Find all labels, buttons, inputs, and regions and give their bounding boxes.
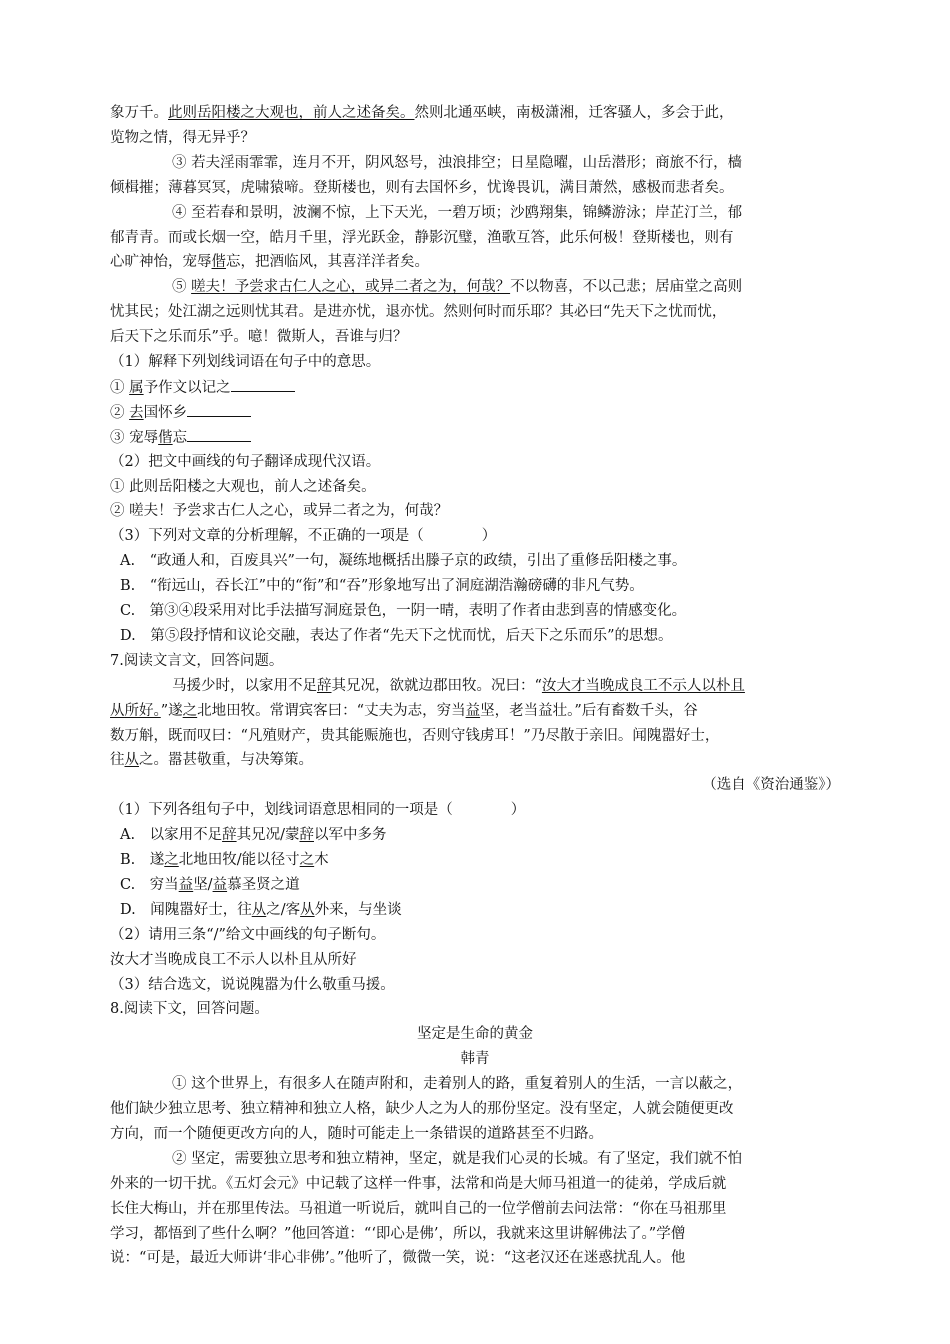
- text-run: （2）请用三条“/”给文中画线的句子断句。: [110, 926, 386, 943]
- text-line: [120, 551, 850, 571]
- text-line: [172, 277, 902, 297]
- text-run: ⑤: [172, 279, 192, 296]
- text-run: 览物之情，得无异乎？: [110, 129, 255, 146]
- text-line: [110, 1124, 840, 1144]
- text-run: 后天下之乐而乐”乎。噫！微斯人，吾谁与归？: [110, 329, 408, 346]
- underlined-text: 去: [129, 404, 144, 421]
- text-line: [110, 775, 840, 795]
- answer-blank: [187, 427, 251, 442]
- text-run: ”遂: [160, 702, 183, 719]
- underlined-text: 嗟夫！予尝求古仁人之心，或异二者之为，何哉？: [191, 279, 511, 296]
- text-line: [110, 526, 840, 546]
- text-run: 忘: [172, 429, 188, 446]
- text-run: 学习，都悟到了些什么啊？”他回答道：“‘即心是佛’，所以，我就来这里讲解佛法了。”学僧: [110, 1225, 686, 1242]
- text-line: [120, 601, 850, 621]
- text-line: [172, 1074, 902, 1094]
- underlined-text: 从: [124, 752, 139, 769]
- text-line: [110, 1099, 840, 1119]
- text-run: 忘，把酒临风，其喜洋洋者矣。: [226, 254, 429, 271]
- text-run: 北地田牧。常谓宾客曰：“丈夫为志，穷当: [197, 702, 466, 719]
- text-run: 数万斛，既而叹曰：“凡殖财产，贵其能赈施也，否则守钱虏耳！”乃尽散于亲旧。闻隗嚣好士，: [110, 727, 720, 744]
- text-line: [110, 800, 840, 820]
- text-line: [172, 676, 902, 696]
- text-line: [110, 228, 840, 248]
- text-line: [110, 501, 840, 521]
- text-run: 然则北通巫峡，南极潇湘，迁客骚人，多会于此，: [414, 105, 734, 121]
- text-run: 长住大梅山，并在那里传法。马祖道一听说后，就叫自己的一位学僧前去问法常：“你在马祖那里: [110, 1200, 727, 1217]
- text-run: B. 遂: [120, 852, 165, 868]
- text-run: 不以物喜，不以己悲；居庙堂之高则: [510, 279, 743, 296]
- text-line: [110, 950, 840, 970]
- text-line: [120, 626, 850, 646]
- text-line: [110, 103, 840, 123]
- text-line: [110, 427, 840, 448]
- text-run: （3）下列对文章的分析理解，不正确的一项是（ ）: [110, 528, 497, 545]
- text-run: 韩青: [460, 1051, 490, 1068]
- text-run: ① 此则岳阳楼之大观也，前人之述备矣。: [110, 478, 376, 495]
- text-run: 汝大才当晚成良工不示人以朴且从所好: [110, 951, 357, 968]
- text-run: 其兄况/蒙: [236, 827, 300, 844]
- text-line: [110, 128, 840, 148]
- text-line: [110, 452, 840, 472]
- underlined-text: 益: [465, 702, 481, 719]
- underlined-text: 辞: [317, 677, 332, 694]
- text-run: ④ 至若春和景明，波澜不惊，上下天光，一碧万顷；沙鸥翔集，锦鳞游泳；岸芷汀兰，郁: [172, 204, 743, 221]
- text-run: 以军中多务: [313, 827, 387, 844]
- text-run: D. 闻隗嚣好士，往: [120, 901, 252, 918]
- text-run: 忧其民；处江湖之远则忧其君。是进亦忧，退亦忧。然则何时而乐耶？其必曰“先天下之忧而忧，: [110, 304, 727, 321]
- text-line: [110, 701, 840, 721]
- underlined-text: 从: [251, 901, 267, 918]
- text-run: （1）解释下列划线词语在句子中的意思。: [110, 354, 381, 370]
- underlined-text: 偕: [211, 254, 226, 271]
- text-run: C. 穷当: [120, 876, 179, 893]
- text-run: 马援少时，以家用不足: [172, 677, 317, 694]
- text-run: ③ 若夫淫雨霏霏，连月不开，阴风怒号，浊浪排空；日星隐曜，山岳潜形；商旅不行，樯: [172, 154, 743, 171]
- text-run: ① 这个世界上，有很多人在随声附和，走着别人的路，重复着别人的生活，一言以蔽之，: [172, 1076, 743, 1093]
- text-run: 说：“可是，最近大师讲‘非心非佛’。”他听了，微微一笑，说：“这老汉还在迷惑扰乱人。他: [110, 1250, 686, 1267]
- underlined-text: 辞: [222, 827, 237, 844]
- text-line: [120, 900, 850, 920]
- text-line: [172, 1149, 902, 1169]
- text-run: ② 坚定，需要独立思考和独立精神，坚定，就是我们心灵的长城。有了坚定，我们就不怕: [172, 1150, 743, 1167]
- text-run: 慕圣贤之道: [227, 876, 300, 893]
- text-line: [110, 975, 840, 995]
- underlined-text: 从所好。: [110, 702, 161, 719]
- text-run: 倾楫摧；薄暮冥冥，虎啸猿啼。登斯楼也，则有去国怀乡，忧谗畏讥，满目萧然，感极而悲者矣。: [110, 179, 734, 196]
- text-line: [110, 1024, 840, 1044]
- underlined-text: 益: [212, 876, 228, 893]
- underlined-text: 辞: [299, 827, 314, 844]
- text-line: [120, 576, 850, 596]
- text-line: [110, 651, 840, 671]
- text-run: A. “政通人和，百废具兴”一句，凝练地概括出滕子京的政绩，引出了重修岳阳楼之事。: [120, 553, 687, 570]
- text-line: [120, 875, 850, 895]
- text-run: ①: [110, 379, 130, 396]
- underlined-text: 之: [299, 852, 315, 868]
- answer-blank: [187, 402, 251, 417]
- text-run: 其兄况，欲就边郡田牧。况曰：“: [331, 677, 542, 694]
- text-run: 8.阅读下文，回答问题。: [110, 1001, 269, 1018]
- text-line: [110, 925, 840, 945]
- text-run: A. 以家用不足: [120, 827, 223, 844]
- text-run: 郁青青。而或长烟一空，皓月千里，浮光跃金，静影沉璧，渔歌互答，此乐何极！登斯楼也，则有: [110, 229, 734, 246]
- text-run: C. 第③④段采用对比手法描写洞庭景色，一阴一晴，表明了作者由悲到喜的情感变化。: [120, 603, 687, 619]
- text-line: [172, 203, 902, 223]
- text-run: （选自《资治通鉴》）: [702, 777, 840, 794]
- text-run: ②: [110, 404, 130, 421]
- text-run: （2）把文中画线的句子翻译成现代汉语。: [110, 453, 381, 470]
- text-line: [110, 1199, 840, 1219]
- text-run: 外来的一切干扰。《五灯会元》中记载了这样一件事，法常和尚是大师马祖道一的徒弟，学成后就: [110, 1175, 727, 1192]
- text-run: ② 嗟夫！予尝求古仁人之心，或异二者之为，何哉？: [110, 503, 449, 520]
- text-line: [110, 402, 840, 423]
- text-line: [110, 1224, 840, 1244]
- text-line: [110, 1174, 840, 1194]
- text-run: 北地田牧/能以径寸: [178, 852, 300, 868]
- text-line: [172, 153, 902, 173]
- text-run: 他们缺少独立思考、独立精神和独立人格，缺少人之为人的那份坚定。没有坚定，人就会随便更改: [110, 1101, 734, 1117]
- text-run: 坚/: [193, 876, 213, 893]
- underlined-text: 汝大才当晚成良工不示人以朴且: [541, 677, 745, 694]
- text-run: 外来，与坐谈: [314, 901, 402, 918]
- text-run: 往: [110, 752, 125, 769]
- text-run: 象万千。: [110, 105, 168, 121]
- text-run: ③ 宠辱: [110, 429, 159, 446]
- text-line: [110, 1049, 840, 1069]
- text-line: [110, 726, 840, 746]
- text-run: （1）下列各组句子中，划线词语意思相同的一项是（ ）: [110, 802, 526, 819]
- text-run: 方向，而一个随便更改方向的人，随时可能走上一条错误的道路甚至不归路。: [110, 1125, 603, 1142]
- text-line: [110, 377, 840, 398]
- text-line: [110, 178, 840, 198]
- text-line: [120, 850, 850, 870]
- text-run: 坚，老当益壮。”后有畜数千头，谷: [480, 702, 698, 719]
- text-run: 予作文以记之: [143, 379, 231, 396]
- text-run: 之/客: [266, 901, 301, 918]
- underlined-text: 此则岳阳楼之大观也，前人之述备矣。: [168, 105, 415, 121]
- underlined-text: 偕: [158, 429, 173, 446]
- text-line: [110, 750, 840, 770]
- text-line: [110, 327, 840, 347]
- text-run: D. 第⑤段抒情和议论交融，表达了作者“先天下之忧而忧，后天下之乐而乐”的思想。: [120, 627, 673, 644]
- text-run: 木: [314, 852, 329, 868]
- text-run: 心旷神怡，宠辱: [110, 254, 212, 271]
- text-line: [110, 477, 840, 497]
- underlined-text: 之: [182, 702, 198, 719]
- underlined-text: 之: [164, 852, 179, 868]
- text-line: [110, 1248, 840, 1268]
- underlined-text: 从: [300, 901, 315, 918]
- text-run: （3）结合选文，说说隗嚣为什么敬重马援。: [110, 976, 395, 993]
- underlined-text: 益: [178, 876, 194, 893]
- text-run: B. “衔远山，吞长江”中的“衔”和“吞”形象地写出了洞庭湖浩瀚磅礴的非凡气势。: [120, 578, 644, 595]
- text-line: [110, 999, 840, 1019]
- text-line: [110, 302, 840, 322]
- text-run: 7.阅读文言文，回答问题。: [110, 652, 284, 669]
- text-line: [110, 352, 840, 372]
- text-line: [120, 825, 850, 845]
- text-run: 之。嚣甚敬重，与决筹策。: [139, 752, 313, 769]
- text-run: 国怀乡: [143, 404, 188, 421]
- underlined-text: 属: [129, 379, 144, 396]
- text-run: 坚定是生命的黄金: [417, 1026, 533, 1043]
- text-line: [110, 252, 840, 272]
- answer-blank: [231, 377, 295, 392]
